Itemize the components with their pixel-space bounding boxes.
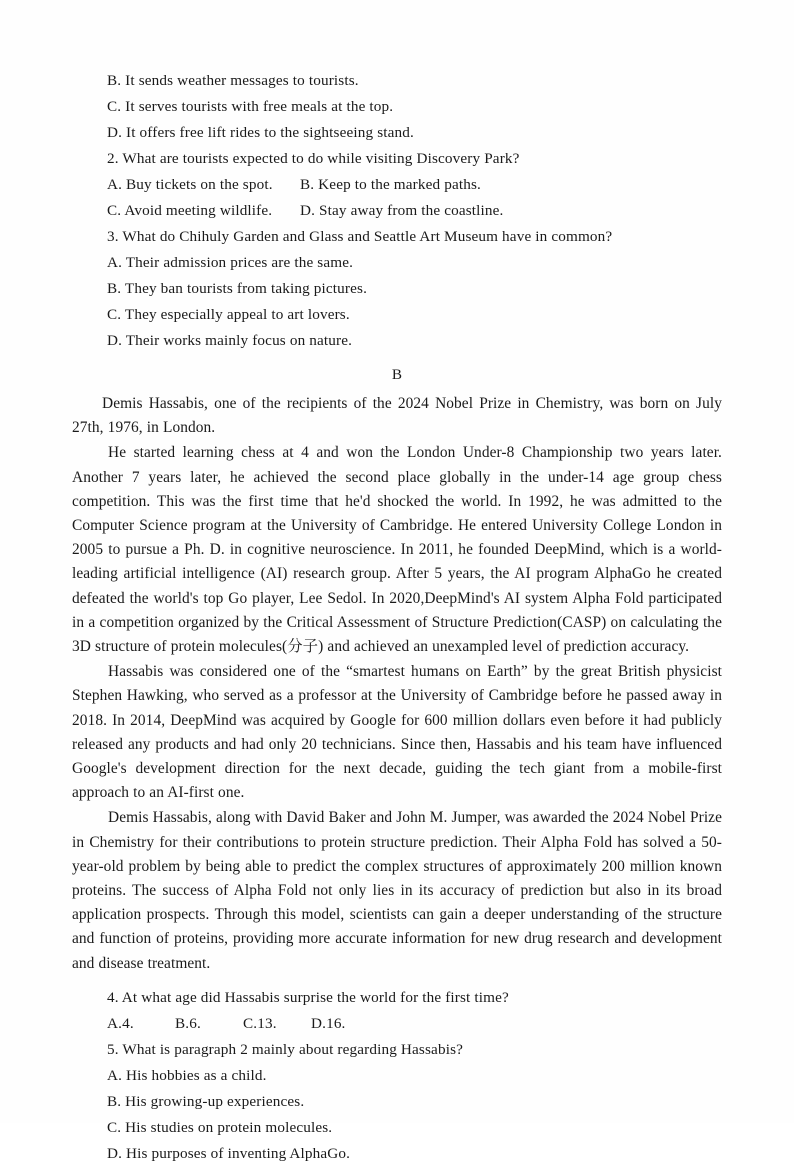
- option-b: B.6.: [175, 1014, 201, 1032]
- option-d: D. Stay away from the coastline.: [300, 202, 504, 219]
- option-line: A. Their admission prices are the same.: [107, 254, 354, 271]
- passage-paragraph-1: Demis Hassabis, one of the recipients of the 2024 Nobel Prize in Chemistry, was born on July 27th, 1976, in London.: [72, 395, 722, 437]
- option-a: A. Buy tickets on the spot.: [107, 176, 273, 193]
- option-line: B. His growing-up experiences.: [107, 1092, 305, 1110]
- option-line: D. It offers free lift rides to the sightseeing stand.: [107, 124, 414, 141]
- option-line: A. His hobbies as a child.: [107, 1066, 267, 1084]
- passage-paragraph-4: Demis Hassabis, along with David Baker and John M. Jumper, was awarded the 2024 Nobel Prize in Chemistry for their contributions to protein structure prediction. Their Alpha Fold has solved a 50-year-old problem by being able to predict the complex structures of approximately 200 million known proteins. The success of Alpha Fold not only lies in its accuracy of prediction but also in its broad application prospects. Through this model, scientists can gain a deeper understanding of the structure and function of proteins, providing more accurate information for new drug research and development and disease treatment.: [72, 809, 722, 972]
- option-line: C. His studies on protein molecules.: [107, 1118, 333, 1136]
- question-stem-5: 5. What is paragraph 2 mainly about regarding Hassabis?: [107, 1040, 464, 1058]
- option-row: [107, 1011, 722, 1037]
- option-c: C. Avoid meeting wildlife.: [107, 202, 273, 219]
- option-d: D.16.: [311, 1014, 346, 1032]
- option-line: D. Their works mainly focus on nature.: [107, 332, 353, 349]
- option-line: C. It serves tourists with free meals at the top.: [107, 98, 394, 115]
- option-row: [107, 172, 722, 198]
- question-stem-4: 4. At what age did Hassabis surprise the world for the first time?: [107, 988, 509, 1006]
- option-a: A.4.: [107, 1014, 134, 1032]
- page-content: [72, 68, 722, 1167]
- option-b: B. Keep to the marked paths.: [300, 176, 481, 193]
- option-line: D. His purposes of inventing AlphaGo.: [107, 1144, 351, 1162]
- passage-paragraph-2: He started learning chess at 4 and won the London Under-8 Championship two years later. Another 7 years later, he achieved the second place globally in the under-14 age group chess competition. This was the first time that he'd shocked the world. In 1992, he was admitted to the Computer Science program at the University of Cambridge. He entered University College London in 2005 to pursue a Ph. D. in cognitive neuroscience. In 2011, he founded DeepMind, which is a world-leading artificial intelligence (AI) research group. After 5 years, the AI program AlphaGo he created defeated the world's top Go player, Lee Sedol. In 2020,DeepMind's AI system Alpha Fold participated in a competition organized by the Critical Assessment of Structure Prediction(CASP) on calculating the 3D structure of protein molecules(分子) and achieved an unexampled level of prediction accuracy.: [72, 444, 722, 656]
- option-line: B. It sends weather messages to tourists.: [107, 72, 359, 89]
- spacer: [72, 976, 722, 985]
- question-stem-2: 2. What are tourists expected to do while visiting Discovery Park?: [107, 150, 520, 167]
- option-line: B. They ban tourists from taking pictures.: [107, 280, 368, 297]
- option-row: [107, 198, 722, 224]
- question-stem-3: 3. What do Chihuly Garden and Glass and Seattle Art Museum have in common?: [107, 228, 613, 245]
- passage-paragraph-3: Hassabis was considered one of the “smartest humans on Earth” by the great British physicist Stephen Hawking, who served as a professor at the University of Cambridge before he passed away in 2018. In 2014, DeepMind was acquired by Google for 600 million dollars even before it had publicly released any products and had only 20 technicians. Since then, Hassabis and his team have influenced Google's development direction for the next decade, guiding the tech giant from a mobile-first approach to an AI-first one.: [72, 663, 722, 802]
- option-line: C. They especially appeal to art lovers.: [107, 306, 350, 323]
- section-heading-b: B: [391, 366, 403, 383]
- option-c: C.13.: [243, 1014, 277, 1032]
